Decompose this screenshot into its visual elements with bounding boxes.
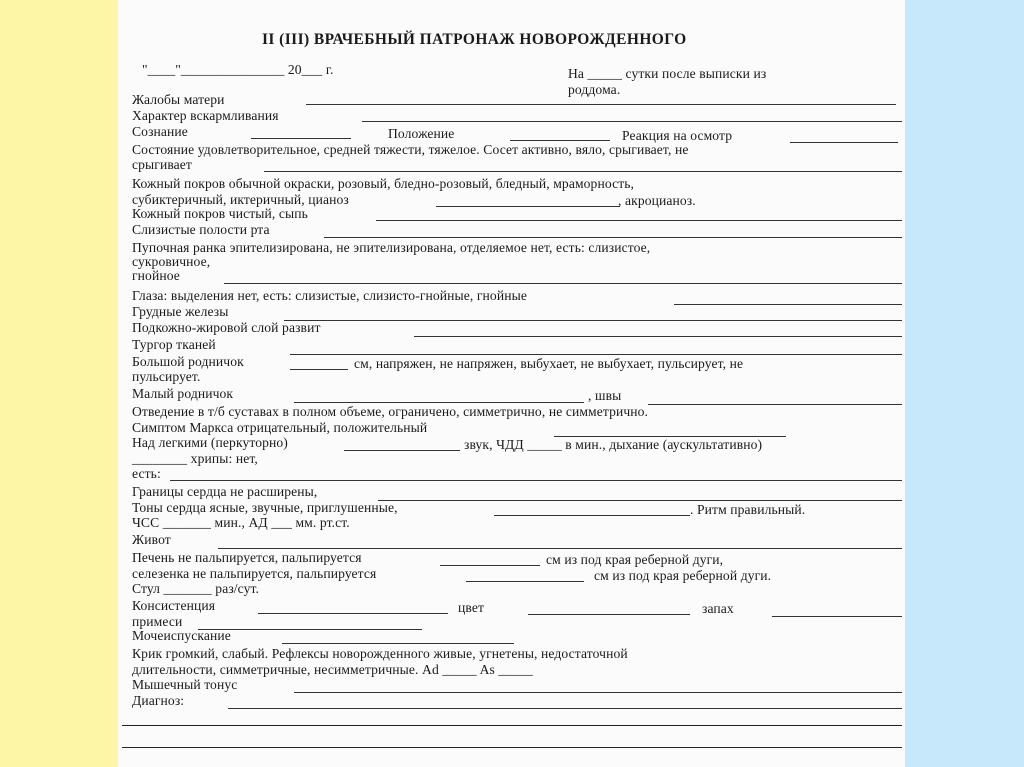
turgor-label: Тургор тканей [132, 337, 216, 352]
smell-label: запах [702, 601, 734, 616]
wheeze-field[interactable] [170, 480, 902, 481]
diagnosis-field-3[interactable] [122, 747, 902, 748]
skin-line-2a: субиктеричный, иктеричный, цианоз [132, 192, 349, 207]
mother-complaints-field[interactable] [306, 104, 896, 105]
turgor-field[interactable] [290, 354, 902, 355]
eyes-field[interactable] [674, 304, 902, 305]
big-fontanel-text-2: пульсирует. [132, 369, 201, 384]
left-border-strip [0, 0, 118, 767]
percussion-field[interactable] [344, 450, 460, 451]
subcutaneous-label: Подкожно-жировой слой развит [132, 320, 321, 335]
hip-line: Отведение в т/б суставах в полном объеме, ограничено, симметрично, не симметрично. [132, 404, 649, 419]
diagnosis-label: Диагноз: [132, 693, 185, 708]
spleen-label: селезенка не пальпируется, пальпируется [132, 566, 377, 581]
cry-line-1: Крик громкий, слабый. Рефлексы новорожденного живые, угнетены, недостаточной [132, 646, 628, 661]
small-fontanel-label: Малый родничок [132, 386, 234, 401]
marks-label: Симптом Маркса отрицательный, положительный [132, 420, 428, 435]
cry-line-2: длительности, симметричные, несимметричные. Ad _____ As _____ [132, 662, 533, 677]
umbilical-line-2: сукровичное, [132, 254, 211, 269]
urination-label: Мочеиспускание [132, 628, 231, 643]
big-fontanel-text: см, напряжен, не напряжен, выбухает, не выбухает, пульсирует, не [354, 356, 744, 371]
consciousness-field[interactable] [251, 138, 351, 139]
reaction-field[interactable] [790, 142, 898, 143]
heart-tones-label: Тоны сердца ясные, звучные, приглушенные, [132, 500, 398, 515]
form-title: II (III) ВРАЧЕБНЫЙ ПАТРОНАЖ НОВОРОЖДЕННОГО [262, 31, 687, 48]
position-field[interactable] [510, 140, 610, 141]
big-fontanel-field[interactable] [290, 369, 348, 370]
mucosa-field[interactable] [324, 237, 902, 238]
consistency-label: Консистенция [132, 598, 216, 613]
rash-field[interactable] [376, 220, 902, 221]
feeding-label: Характер вскармливания [132, 108, 279, 123]
umbilical-field[interactable] [224, 283, 902, 284]
reaction-label: Реакция на осмотр [622, 128, 733, 143]
position-label: Положение [388, 126, 455, 141]
state-field[interactable] [264, 171, 902, 172]
heart-tones-field[interactable] [494, 515, 690, 516]
skin-clean-label: Кожный покров чистый, сыпь [132, 206, 308, 221]
sutures-label: , швы [588, 388, 622, 403]
color-label: цвет [458, 600, 484, 615]
color-field[interactable] [528, 614, 690, 615]
hr-bp-line: ЧСС _______ мин., АД ___ мм. рт.ст. [132, 515, 350, 530]
after-discharge-text-2: роддома. [568, 82, 621, 97]
liver-label: Печень не пальпируется, пальпируется [132, 550, 362, 565]
muscle-tone-label: Мышечный тонус [132, 677, 238, 692]
document-page [118, 0, 905, 767]
impurities-field[interactable] [198, 629, 422, 630]
diagnosis-field-2[interactable] [122, 725, 902, 726]
liver-field[interactable] [440, 565, 540, 566]
stool-line: Стул _______ раз/сут. [132, 581, 260, 596]
umbilical-line-3: гнойное [132, 268, 180, 283]
eyes-label: Глаза: выделения нет, есть: слизистые, слизисто-гнойные, гнойные [132, 288, 527, 303]
umbilical-line-1: Пупочная ранка эпителизирована, не эпителизирована, отделяемое нет, есть: слизистое, [132, 240, 651, 255]
liver-text: см из под края реберной дуги, [546, 552, 724, 567]
abdomen-field[interactable] [218, 548, 902, 549]
breast-label: Грудные железы [132, 304, 229, 319]
right-border-strip [905, 0, 1024, 767]
present-label: есть: [132, 466, 161, 481]
diagnosis-field[interactable] [228, 708, 902, 709]
big-fontanel-label: Большой родничок [132, 354, 244, 369]
spleen-field[interactable] [466, 581, 584, 582]
feeding-field[interactable] [362, 121, 902, 122]
state-line-1: Состояние удовлетворительное, средней тяжести, тяжелое. Сосет активно, вяло, срыгивает, не [132, 142, 689, 157]
subcutaneous-field[interactable] [414, 336, 902, 337]
mucosa-label: Слизистые полости рта [132, 222, 270, 237]
consistency-field[interactable] [258, 613, 448, 614]
spleen-text: см из под края реберной дуги. [594, 568, 772, 583]
skin-line-1: Кожный покров обычной окраски, розовый, бледно-розовый, бледный, мраморность, [132, 176, 635, 191]
small-fontanel-field[interactable] [294, 402, 584, 403]
sutures-field[interactable] [648, 404, 902, 405]
cyanosis-field[interactable] [436, 206, 620, 207]
urination-field[interactable] [282, 643, 514, 644]
muscle-tone-field[interactable] [294, 692, 902, 693]
heart-rhythm-text: . Ритм правильный. [690, 502, 806, 517]
consciousness-label: Сознание [132, 124, 188, 139]
lungs-text: звук, ЧДД _____ в мин., дыхание (аускультативно) [464, 437, 763, 452]
after-discharge-text: На _____ сутки после выписки из [568, 66, 767, 81]
state-line-2: срыгивает [132, 157, 192, 172]
mother-complaints-label: Жалобы матери [132, 92, 225, 107]
heart-borders-field[interactable] [378, 500, 902, 501]
wheeze-label: ________ хрипы: нет, [132, 451, 258, 466]
breast-field[interactable] [284, 320, 902, 321]
skin-line-2b: , акроцианоз. [618, 193, 696, 208]
heart-borders-label: Границы сердца не расширены, [132, 484, 318, 499]
smell-field[interactable] [772, 616, 902, 617]
impurities-label: примеси [132, 614, 183, 629]
lungs-label: Над легкими (перкуторно) [132, 435, 288, 450]
date-line: "____"_______________ 20___ г. [142, 62, 334, 77]
abdomen-label: Живот [132, 532, 171, 547]
